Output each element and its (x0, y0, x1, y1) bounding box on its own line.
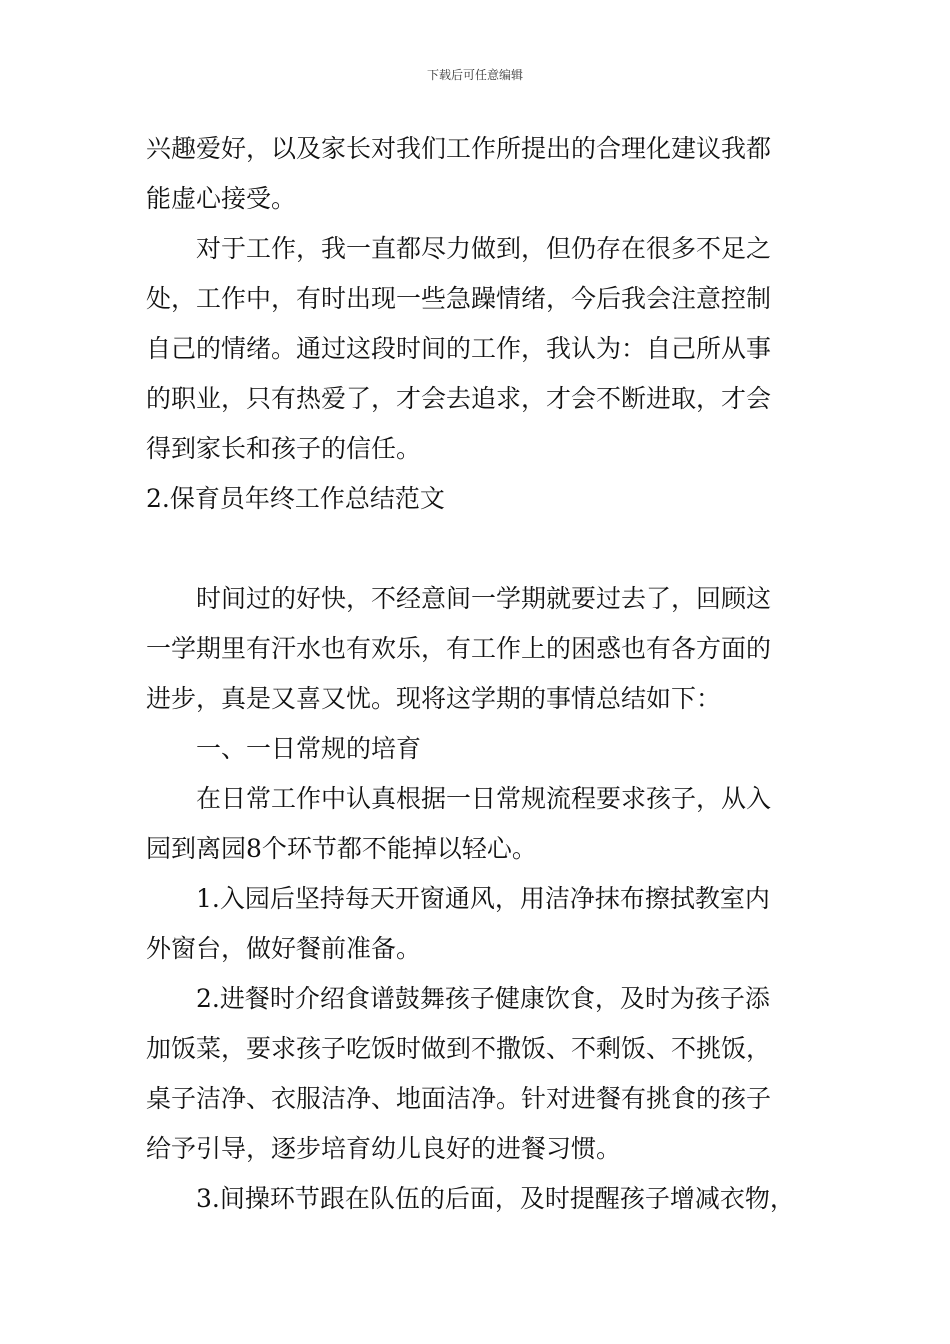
text-line: 给予引导，逐步培育幼儿良好的进餐习惯。 (146, 1134, 622, 1163)
text-line: 外窗台，做好餐前准备。 (146, 934, 422, 963)
text-line: 一学期里有汗水也有欢乐，有工作上的困惑也有各方面的 (146, 634, 772, 663)
text-line: 加饭菜，要求孩子吃饭时做到不撒饭、不剩饭、不挑饭， (146, 1034, 772, 1063)
text-line: 时间过的好快，不经意间一学期就要过去了，回顾这 (196, 584, 772, 613)
text-line: 3.间操环节跟在队伍的后面，及时提醒孩子增减衣物， (196, 1184, 795, 1213)
text-line: 处，工作中，有时出现一些急躁情绪，今后我会注意控制 (146, 284, 772, 313)
page-header: 下载后可任意编辑 (426, 68, 523, 82)
text-line: 桌子洁净、衣服洁净、地面洁净。针对进餐有挑食的孩子 (146, 1084, 772, 1113)
text-line: 进步，真是又喜又忧。现将这学期的事情总结如下： (146, 684, 722, 713)
text-line: 自己的情绪。通过这段时间的工作，我认为：自己所从事 (146, 334, 772, 363)
text-line: 在日常工作中认真根据一日常规流程要求孩子，从入 (196, 784, 772, 813)
subsection-heading: 一、一日常规的培育 (196, 734, 422, 763)
text-line: 得到家长和孩子的信任。 (146, 434, 422, 463)
text-line: 园到离园8个环节都不能掉以轻心。 (146, 834, 537, 863)
text-line: 对于工作，我一直都尽力做到，但仍存在很多不足之 (196, 234, 772, 263)
text-line: 1.入园后坚持每天开窗通风，用洁净抹布擦拭教室内 (196, 884, 770, 913)
text-line: 的职业，只有热爱了，才会去追求，才会不断进取，才会 (146, 384, 772, 413)
text-line: 兴趣爱好，以及家长对我们工作所提出的合理化建议我都 (146, 134, 772, 163)
text-line: 能虚心接受。 (146, 184, 297, 213)
text-line: 2.进餐时介绍食谱鼓舞孩子健康饮食，及时为孩子添 (196, 984, 770, 1013)
section-heading: 2.保育员年终工作总结范文 (146, 484, 445, 513)
